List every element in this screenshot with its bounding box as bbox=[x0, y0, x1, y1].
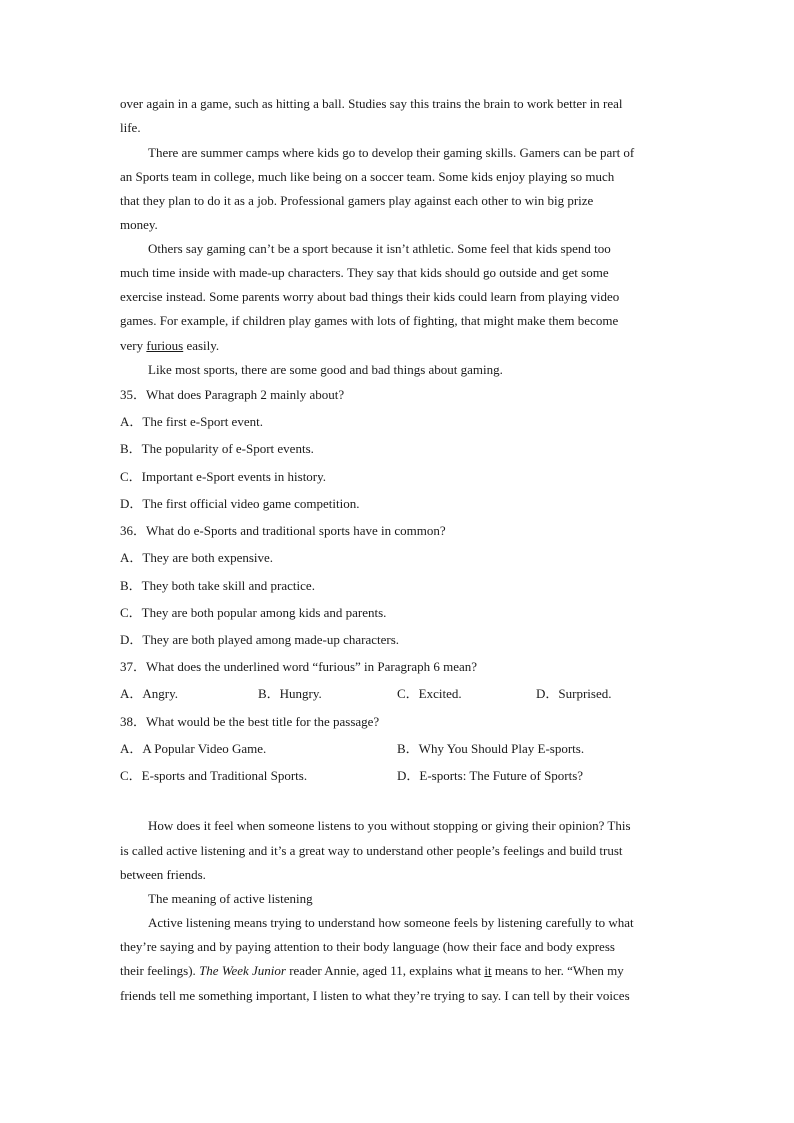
passage2-line: they’re saying and by paying attention to their body language (how their face and body express bbox=[120, 939, 615, 954]
question-35-option-a: A．The first e-Sport event. bbox=[120, 414, 263, 429]
passage2-line bbox=[120, 963, 624, 979]
question-38-option-c: C．E-sports and Traditional Sports. bbox=[120, 768, 308, 783]
passage2-line: Active listening means trying to understand how someone feels by listening carefully to what bbox=[148, 915, 634, 930]
passage1-line: an Sports team in college, much like being on a soccer team. Some kids enjoy playing so much bbox=[120, 169, 615, 184]
text-run: easily. bbox=[183, 338, 220, 353]
passage2-line: How does it feel when someone listens to you without stopping or giving their opinion? This bbox=[148, 818, 631, 833]
question-36-option-b: B．They both take skill and practice. bbox=[120, 578, 315, 593]
question-38-option-b: B．Why You Should Play E-sports. bbox=[397, 741, 585, 756]
passage1-line: exercise instead. Some parents worry about bad things their kids could learn from playing video bbox=[120, 289, 620, 304]
question-37-option-d: D．Surprised. bbox=[536, 686, 612, 701]
passage2-line: between friends. bbox=[120, 867, 206, 882]
underlined-word-furious: furious bbox=[146, 338, 184, 353]
passage1-line: that they plan to do it as a job. Professional gamers play against each other to win big prize bbox=[120, 193, 594, 208]
text-run: their feelings). bbox=[120, 963, 200, 978]
question-36-stem: 36．What do e-Sports and traditional sports have in common? bbox=[120, 523, 446, 538]
question-38-option-a: A．A Popular Video Game. bbox=[120, 741, 267, 756]
passage2-line: is called active listening and it’s a great way to understand other people’s feelings and build trust bbox=[120, 843, 623, 858]
question-36-option-d: D．They are both played among made-up characters. bbox=[120, 632, 400, 647]
text-run: reader Annie, aged 11, explains what bbox=[285, 963, 485, 978]
question-36-option-a: A．They are both expensive. bbox=[120, 550, 274, 565]
passage2-line: friends tell me something important, I listen to what they’re trying to say. I can tell by their voices bbox=[120, 988, 630, 1003]
passage1-line: Like most sports, there are some good and bad things about gaming. bbox=[148, 362, 503, 377]
passage1-line: games. For example, if children play games with lots of fighting, that might make them become bbox=[120, 313, 619, 328]
passage2-heading: The meaning of active listening bbox=[148, 891, 313, 906]
passage1-line: money. bbox=[120, 217, 158, 232]
publication-title: The Week Junior bbox=[199, 963, 286, 978]
question-38-option-d: D．E-sports: The Future of Sports? bbox=[397, 768, 584, 783]
question-38-stem: 38．What would be the best title for the passage? bbox=[120, 714, 380, 729]
text-run: means to her. “When my bbox=[491, 963, 624, 978]
question-36-option-c: C．They are both popular among kids and parents. bbox=[120, 605, 387, 620]
passage1-line: over again in a game, such as hitting a ball. Studies say this trains the brain to work better in real bbox=[120, 96, 623, 111]
question-37-option-c: C．Excited. bbox=[397, 686, 462, 701]
passage1-line: Others say gaming can’t be a sport because it isn’t athletic. Some feel that kids spend too bbox=[148, 241, 611, 256]
question-35-option-c: C．Important e-Sport events in history. bbox=[120, 469, 327, 484]
question-37-option-a: A．Angry. bbox=[120, 686, 179, 701]
passage1-line: There are summer camps where kids go to develop their gaming skills. Gamers can be part of bbox=[148, 145, 635, 160]
question-35-option-d: D．The first official video game competition. bbox=[120, 496, 360, 511]
passage1-line: life. bbox=[120, 120, 141, 135]
question-37-option-b: B．Hungry. bbox=[258, 686, 322, 701]
underlined-word-it: it bbox=[484, 963, 492, 978]
question-35-stem: 35．What does Paragraph 2 mainly about? bbox=[120, 387, 345, 402]
passage1-line: much time inside with made-up characters. They say that kids should go outside and get some bbox=[120, 265, 609, 280]
question-37-stem: 37．What does the underlined word “furious” in Paragraph 6 mean? bbox=[120, 659, 478, 674]
question-35-option-b: B．The popularity of e-Sport events. bbox=[120, 441, 314, 456]
passage1-line bbox=[120, 338, 219, 354]
text-run: very bbox=[120, 338, 147, 353]
